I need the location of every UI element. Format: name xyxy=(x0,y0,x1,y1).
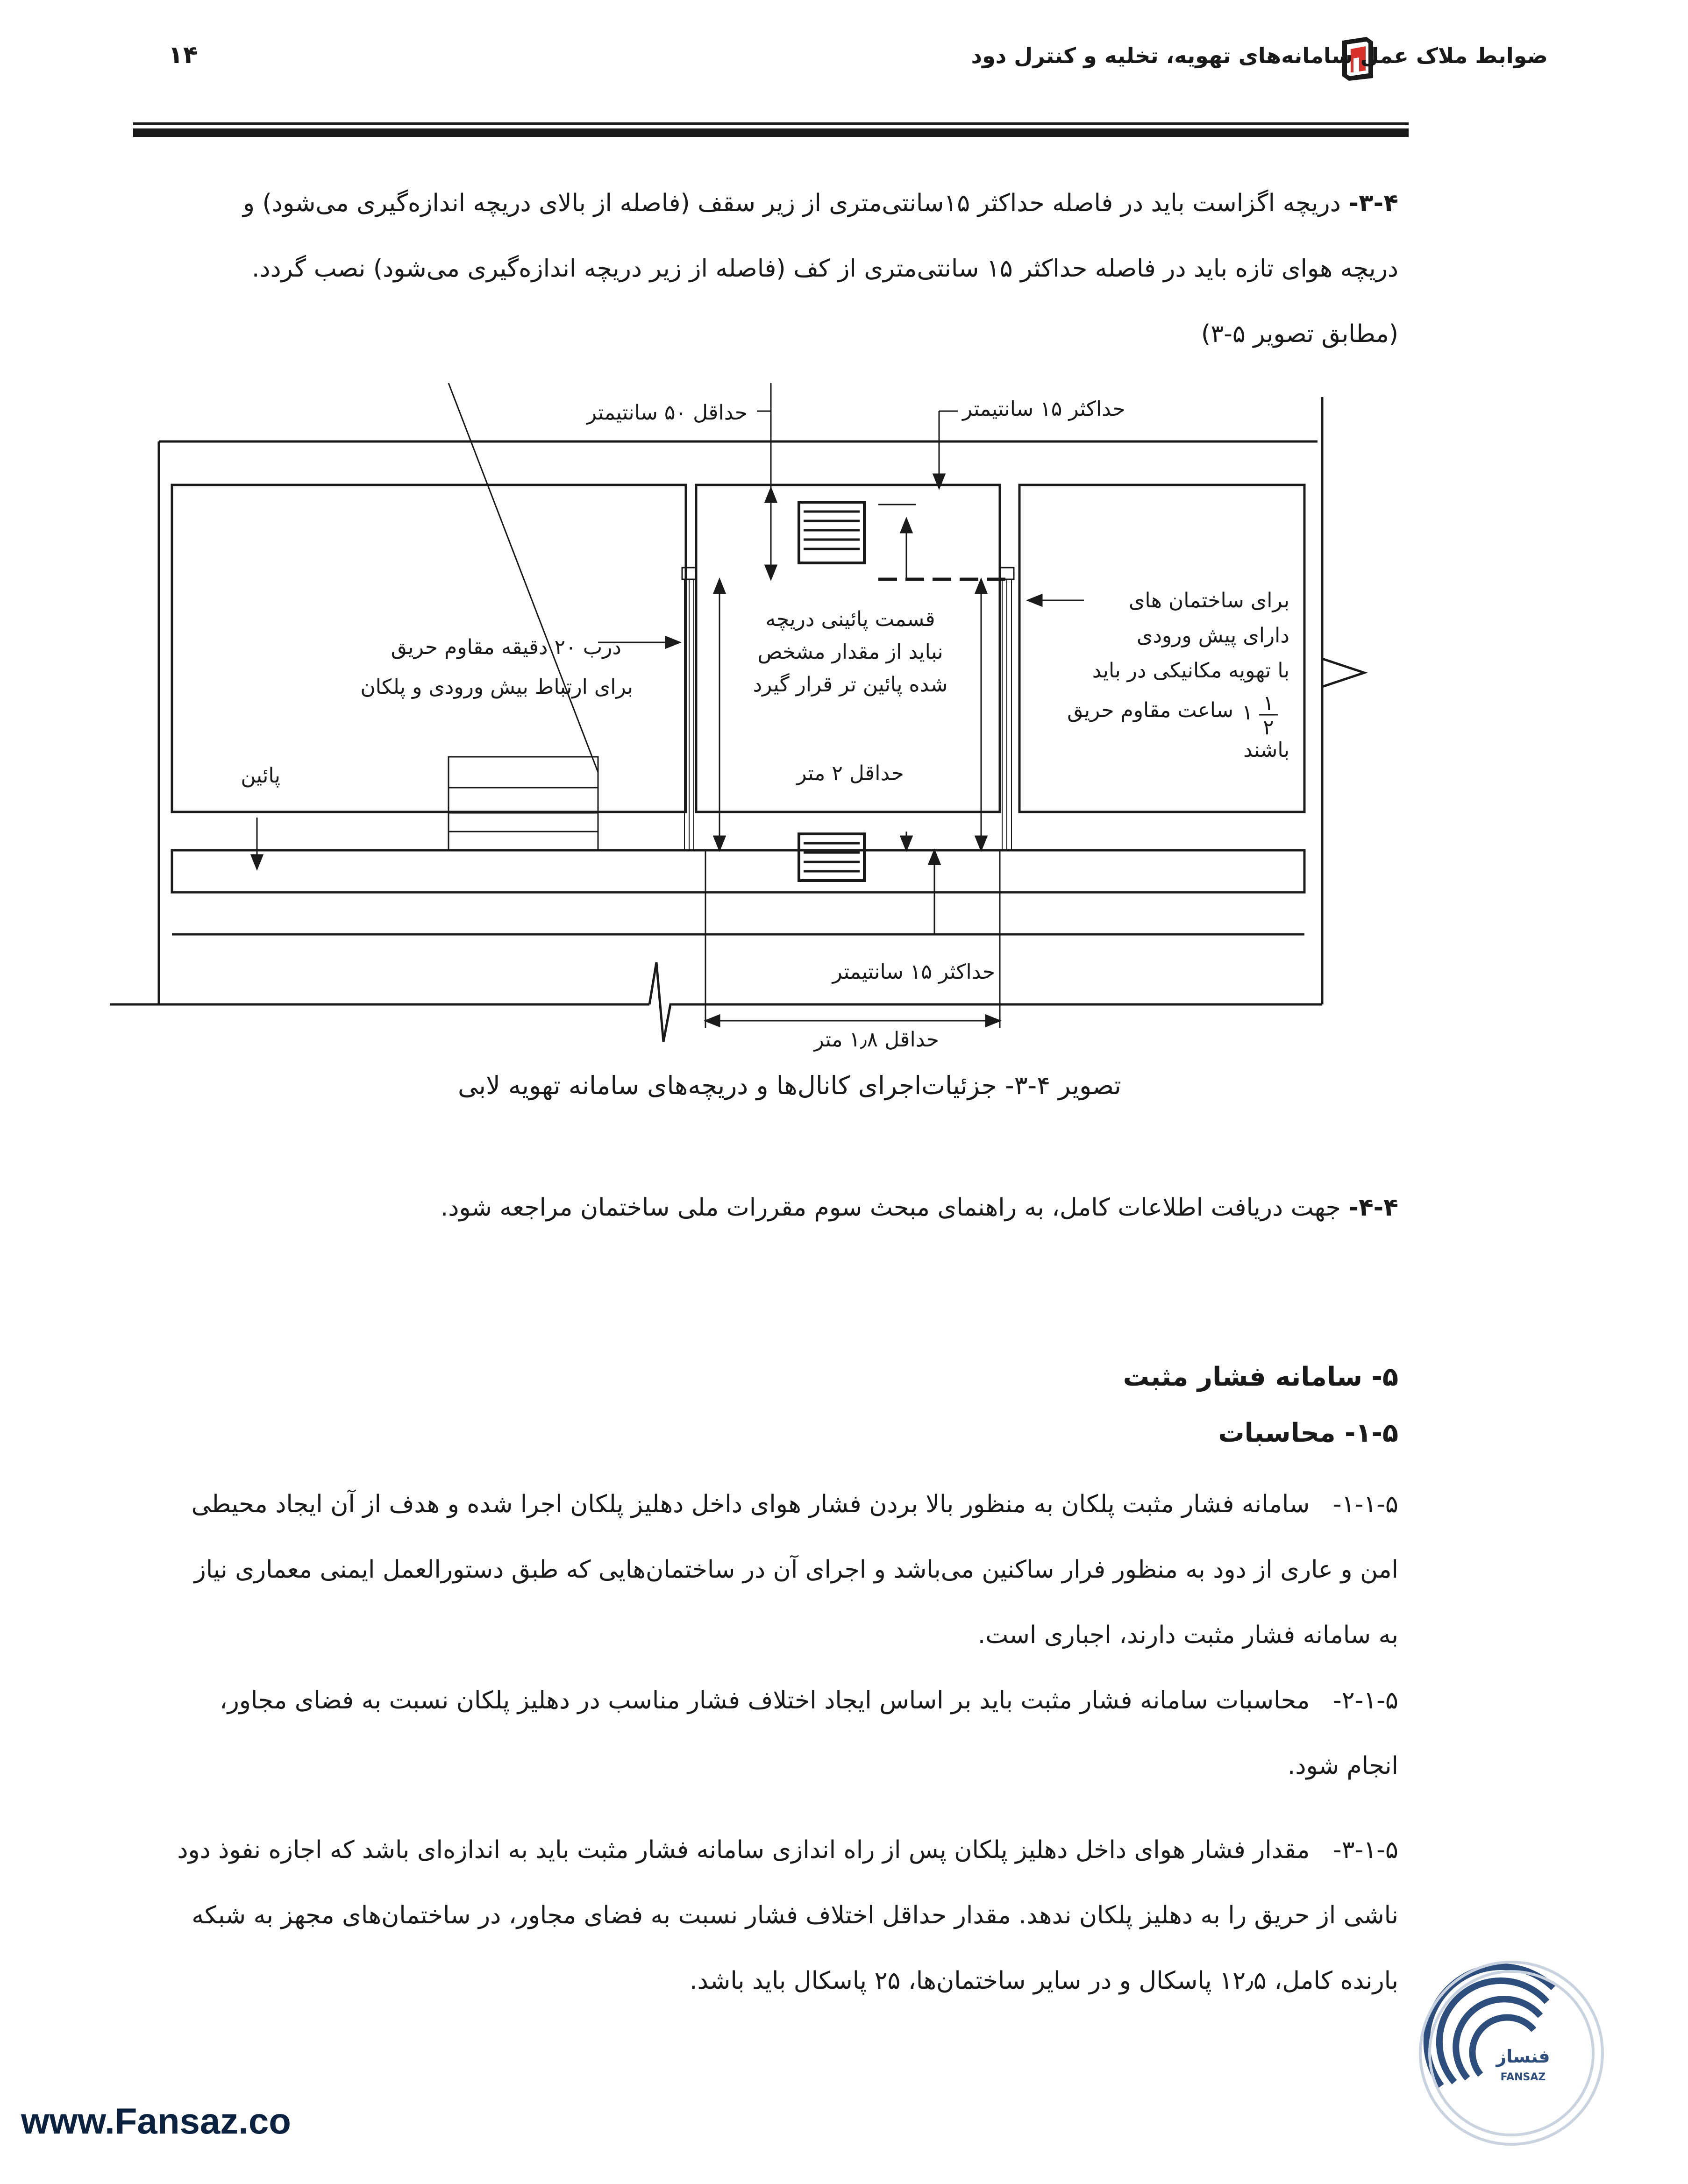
exhaust-grille xyxy=(799,502,864,563)
header-rule xyxy=(133,122,1409,125)
label-building-note: ساعت مقاوم حریق xyxy=(1067,698,1233,722)
paragraph-line: جهت دریافت اطلاعات کامل، به راهنمای مبحث سوم مقررات ملی ساختمان مراجعه شود. xyxy=(440,1194,1341,1222)
page-number: ۱۴ xyxy=(168,41,198,69)
figure-caption: تصویر ۴-۳- جزئیات‌اجرای کانال‌ها و دریچه‌های سامانه تهویه لابی xyxy=(458,1071,1121,1100)
floor-slab xyxy=(172,850,1304,892)
header-rule-thick xyxy=(133,128,1409,137)
right-room-outline xyxy=(1019,485,1304,812)
header-title: ضوابط ملاک عمل سامانه‌های تهویه، تخلیه و کنترل دود xyxy=(971,43,1548,68)
label-grille-note: نباید از مقدار مشخص xyxy=(757,640,943,664)
fraction-denominator: ۲ xyxy=(1263,716,1274,740)
section-heading: ۵- سامانه فشار مثبت xyxy=(1123,1362,1398,1392)
paragraph-5-1-3 xyxy=(146,1817,1398,2013)
item-number: ۳-۱-۵- xyxy=(1332,1836,1398,1864)
label-min-50cm: حداقل ۵۰ سانتیمتر xyxy=(586,401,748,425)
label-door-note: درب ۲۰ دقیقه مقاوم حریق xyxy=(391,635,621,659)
item-number: ۱-۱-۵- xyxy=(1332,1490,1398,1518)
stair-block xyxy=(449,757,598,850)
fresh-air-grille xyxy=(799,834,864,881)
paragraph-line: به سامانه فشار مثبت دارند، اجباری است. xyxy=(977,1621,1398,1649)
wall-break-symbol xyxy=(1322,659,1364,687)
label-building-note: دارای پیش ورودی xyxy=(1136,624,1289,647)
paragraph-5-1-2 xyxy=(146,1668,1398,1799)
label-grille-note: قسمت پائینی دریچه xyxy=(765,607,935,631)
section-subheading: ۱-۵- محاسبات xyxy=(1218,1418,1398,1448)
paragraph-line: بارنده کامل، ۱۲٫۵ پاسکال و در سایر ساختمان‌ها، ۲۵ پاسکال باید باشد. xyxy=(689,1967,1398,1995)
label-down: پائین xyxy=(241,764,280,788)
paragraph-line: سامانه فشار مثبت پلکان به منظور بالا بردن فشار هوای داخل دهلیز پلکان اجرا شده و هدف از آن ایجاد محیطی xyxy=(191,1490,1310,1518)
logo-text: فنساز xyxy=(1496,2046,1550,2067)
item-number: ۳-۴- xyxy=(1348,189,1398,217)
label-min-2m: حداقل ۲ متر xyxy=(797,761,904,785)
paragraph-4-4 xyxy=(146,1175,1398,1240)
label-max-15cm-bottom: حداکثر ۱۵ سانتیمتر xyxy=(832,960,995,984)
paragraph-5-1-1 xyxy=(146,1472,1398,1668)
paragraph-line: امن و عاری از دود به منظور فرار ساکنین می‌باشد و اجرای آن در ساختمان‌هایی که طبق دستورالعمل ایمنی معماری نیاز xyxy=(194,1556,1398,1584)
paragraph-line: مقدار فشار هوای داخل دهلیز پلکان پس از راه اندازی سامانه فشار مثبت باید به اندازه‌ای باشد که اجازه نفوذ دود xyxy=(177,1836,1310,1864)
paragraph-line: محاسبات سامانه فشار مثبت باید بر اساس ایجاد اختلاف فشار مناسب در دهلیز پلکان نسبت به فضای مجاور، xyxy=(219,1686,1310,1714)
label-door-note: برای ارتباط بیش ورودی و پلکان xyxy=(360,675,633,699)
label-building-note: باشند xyxy=(1243,738,1289,762)
item-number: ۴-۴- xyxy=(1348,1194,1398,1222)
label-min-1-8m: حداقل ۱٫۸ متر xyxy=(814,1028,939,1052)
website-link[interactable]: www.Fansaz.co xyxy=(21,2100,291,2141)
label-max-15cm-top: حداکثر ۱۵ سانتیمتر xyxy=(962,397,1125,421)
label-building-note: برای ساختمان های xyxy=(1128,589,1289,612)
label-building-note: با تهویه مکانیکی در باید xyxy=(1092,659,1289,683)
logo-subtext: FANSAZ xyxy=(1500,2071,1546,2083)
paragraph-line: دریچه اگزاست باید در فاصله حداکثر ۱۵سانتی‌متری از زیر سقف (فاصله از بالای دریچه اندازه‌گیری می‌شود) و xyxy=(242,189,1341,217)
lobby-ventilation-diagram xyxy=(103,383,1411,1060)
paragraph-4-3 xyxy=(146,171,1398,367)
paragraph-line: ناشی از حریق را به دهلیز پلکان ندهد. مقدار حداقل اختلاف فشار نسبت به فضای مجاور، در ساختمان‌های مجهز به شبکه xyxy=(192,1901,1398,1929)
fraction-numerator: ۱ xyxy=(1263,691,1274,715)
label-grille-note: شده پائین تر قرار گیرد xyxy=(753,673,948,697)
break-symbol xyxy=(649,962,687,1042)
paragraph-line: دریچه هوای تازه باید در فاصله حداکثر ۱۵ سانتی‌متری از کف (فاصله از زیر دریچه اندازه‌گیری می‌شود) نصب گردد. xyxy=(251,255,1398,283)
fansaz-logo-icon xyxy=(1413,1955,1610,2151)
paragraph-line: (مطابق تصویر ۵-۳) xyxy=(1201,320,1398,348)
item-number: ۲-۱-۵- xyxy=(1332,1686,1398,1714)
fraction-whole: ۱ xyxy=(1242,701,1253,725)
paragraph-line: انجام شود. xyxy=(1287,1752,1398,1780)
